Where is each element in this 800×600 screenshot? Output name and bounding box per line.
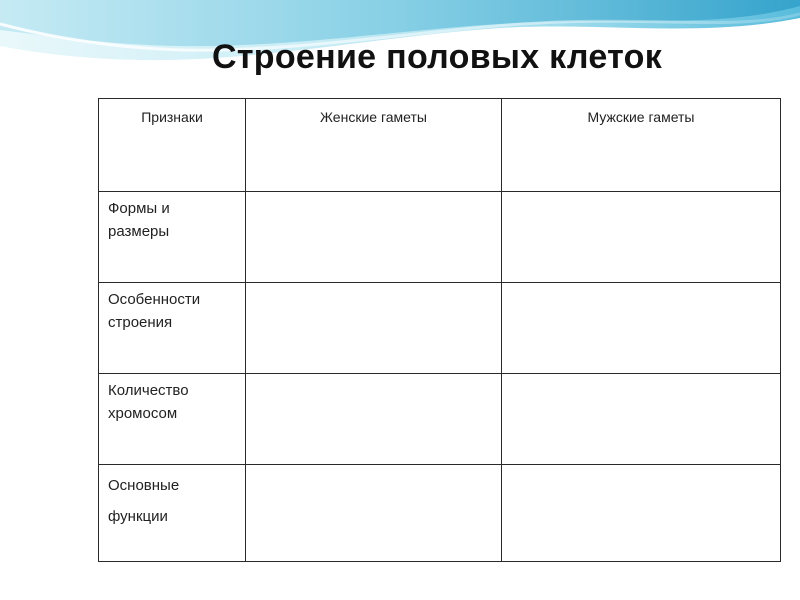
header-cell-features: Признаки: [99, 99, 246, 192]
table-row: [99, 465, 781, 562]
row-label-cell: [99, 374, 246, 465]
row-label: Основные функции: [108, 477, 180, 525]
female-gametes-cell: [246, 374, 502, 465]
table-header-row: [99, 99, 781, 192]
row-label: Количество хромосом: [108, 382, 189, 422]
table-row: [99, 374, 781, 465]
row-label: Особенности строения: [108, 291, 201, 331]
female-gametes-cell: [246, 283, 502, 374]
female-gametes-cell: [246, 465, 502, 562]
female-gametes-cell: [246, 192, 502, 283]
table-row: [99, 283, 781, 374]
row-label-cell: [99, 465, 246, 562]
row-label: Формы и размеры: [108, 200, 170, 240]
row-label-cell: [99, 283, 246, 374]
slide-title: Строение половых клеток: [211, 38, 663, 76]
male-gametes-cell: [502, 374, 781, 465]
header-cell-male-gametes: Мужские гаметы: [502, 99, 781, 192]
header-cell-female-gametes: Женские гаметы: [246, 99, 502, 192]
male-gametes-cell: [502, 283, 781, 374]
male-gametes-cell: [502, 192, 781, 283]
table-row: [99, 192, 781, 283]
comparison-table: [98, 98, 781, 562]
male-gametes-cell: [502, 465, 781, 562]
row-label-cell: [99, 192, 246, 283]
